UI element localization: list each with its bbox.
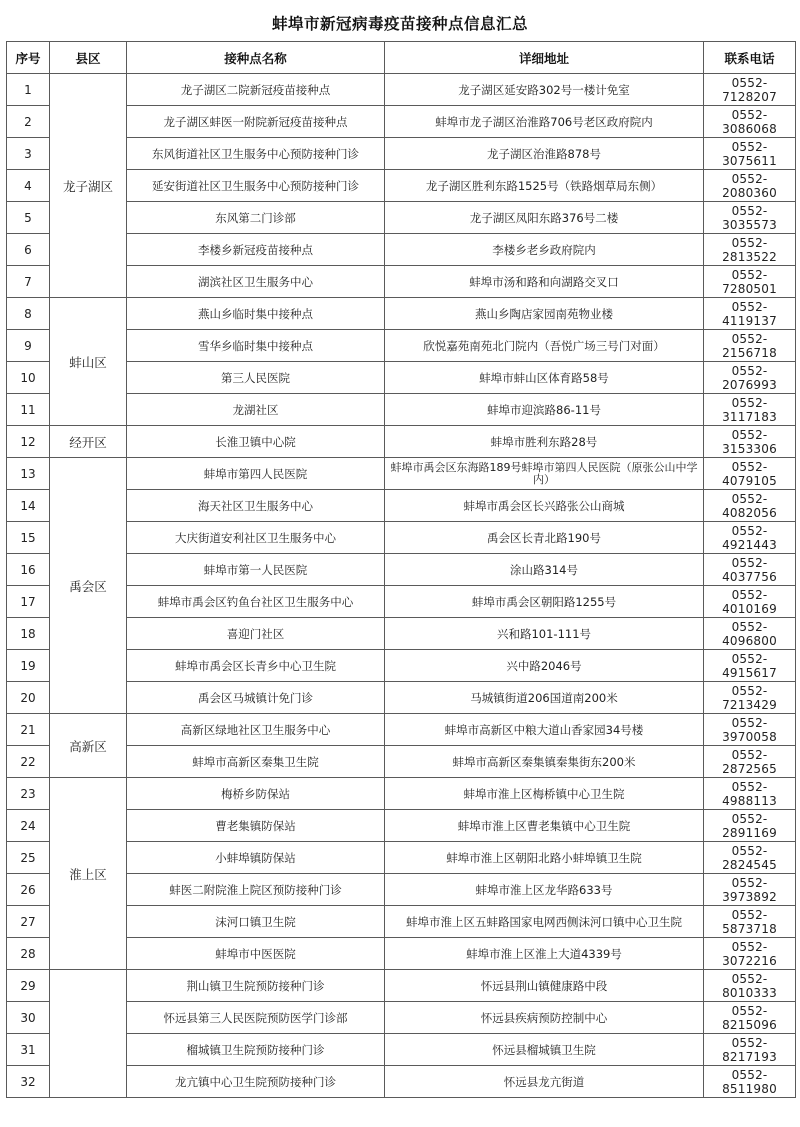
district-cell: 龙子湖区: [50, 74, 127, 298]
row-phone: 0552-4010169: [704, 586, 796, 618]
vaccination-sites-table: [6, 41, 796, 1098]
row-phone: 0552-4079105: [704, 458, 796, 490]
row-seq: 8: [7, 298, 50, 330]
table-row: [7, 298, 796, 330]
row-site: 雪华乡临时集中接种点: [127, 330, 385, 362]
header-site: 接种点名称: [127, 42, 385, 74]
row-site: 荆山镇卫生院预防接种门诊: [127, 970, 385, 1002]
row-seq: 22: [7, 746, 50, 778]
row-site: 高新区绿地社区卫生服务中心: [127, 714, 385, 746]
row-seq: 21: [7, 714, 50, 746]
row-address: 蚌埠市禹会区朝阳路1255号: [385, 586, 704, 618]
row-phone: 0552-2076993: [704, 362, 796, 394]
row-site: 沫河口镇卫生院: [127, 906, 385, 938]
table-row: [7, 778, 796, 810]
header-district: 县区: [50, 42, 127, 74]
row-seq: 1: [7, 74, 50, 106]
row-site: 长淮卫镇中心院: [127, 426, 385, 458]
district-cell: 禹会区: [50, 458, 127, 714]
table-row: [7, 458, 796, 490]
row-phone: 0552-2824545: [704, 842, 796, 874]
row-site: 蚌埠市第一人民医院: [127, 554, 385, 586]
row-phone: 0552-3973892: [704, 874, 796, 906]
row-site: 蚌埠市第四人民医院: [127, 458, 385, 490]
row-address: 欣悦嘉苑南苑北门院内（吾悦广场三号门对面）: [385, 330, 704, 362]
row-seq: 5: [7, 202, 50, 234]
district-cell: 经开区: [50, 426, 127, 458]
row-seq: 6: [7, 234, 50, 266]
row-address: 怀远县疾病预防控制中心: [385, 1002, 704, 1034]
row-seq: 3: [7, 138, 50, 170]
row-phone: 0552-7128207: [704, 74, 796, 106]
row-site: 蚌埠市中医医院: [127, 938, 385, 970]
header-seq: 序号: [7, 42, 50, 74]
row-seq: 15: [7, 522, 50, 554]
row-seq: 23: [7, 778, 50, 810]
row-phone: 0552-2891169: [704, 810, 796, 842]
row-address: 禹会区长青北路190号: [385, 522, 704, 554]
row-site: 龙亢镇中心卫生院预防接种门诊: [127, 1066, 385, 1098]
row-phone: 0552-8010333: [704, 970, 796, 1002]
page-title: 蚌埠市新冠病毒疫苗接种点信息汇总: [271, 15, 528, 33]
row-address: 蚌埠市淮上区梅桥镇中心卫生院: [385, 778, 704, 810]
row-site: 龙子湖区二院新冠疫苗接种点: [127, 74, 385, 106]
row-seq: 31: [7, 1034, 50, 1066]
row-site: 龙湖社区: [127, 394, 385, 426]
table-row: [7, 714, 796, 746]
row-site: 东风街道社区卫生服务中心预防接种门诊: [127, 138, 385, 170]
row-phone: 0552-4119137: [704, 298, 796, 330]
row-seq: 13: [7, 458, 50, 490]
row-phone: 0552-8217193: [704, 1034, 796, 1066]
row-site: 蚌埠市禹会区钓鱼台社区卫生服务中心: [127, 586, 385, 618]
row-seq: 28: [7, 938, 50, 970]
row-address: 怀远县荆山镇健康路中段: [385, 970, 704, 1002]
row-address: 蚌埠市淮上区朝阳北路小蚌埠镇卫生院: [385, 842, 704, 874]
row-address: 蚌埠市淮上区曹老集镇中心卫生院: [385, 810, 704, 842]
row-seq: 26: [7, 874, 50, 906]
row-site: 延安街道社区卫生服务中心预防接种门诊: [127, 170, 385, 202]
header-address: 详细地址: [385, 42, 704, 74]
row-address: 兴中路2046号: [385, 650, 704, 682]
row-seq: 2: [7, 106, 50, 138]
row-seq: 10: [7, 362, 50, 394]
row-address: 龙子湖区治淮路878号: [385, 138, 704, 170]
row-address: 蚌埠市禹会区东海路189号蚌埠市第四人民医院（原张公山中学内）: [385, 458, 704, 490]
row-phone: 0552-2872565: [704, 746, 796, 778]
row-address: 怀远县龙亢街道: [385, 1066, 704, 1098]
row-phone: 0552-7213429: [704, 682, 796, 714]
row-site: 怀远县第三人民医院预防医学门诊部: [127, 1002, 385, 1034]
row-phone: 0552-2156718: [704, 330, 796, 362]
row-phone: 0552-4921443: [704, 522, 796, 554]
row-address: 燕山乡陶店家园南苑物业楼: [385, 298, 704, 330]
row-site: 曹老集镇防保站: [127, 810, 385, 842]
row-address: 蚌埠市汤和路和向湖路交叉口: [385, 266, 704, 298]
row-address: 蚌埠市迎滨路86-11号: [385, 394, 704, 426]
district-cell: 高新区: [50, 714, 127, 778]
row-site: 小蚌埠镇防保站: [127, 842, 385, 874]
row-seq: 32: [7, 1066, 50, 1098]
row-address: 蚌埠市高新区中粮大道山香家园34号楼: [385, 714, 704, 746]
row-seq: 20: [7, 682, 50, 714]
row-address: 兴和路101-111号: [385, 618, 704, 650]
row-seq: 9: [7, 330, 50, 362]
row-seq: 11: [7, 394, 50, 426]
row-phone: 0552-3072216: [704, 938, 796, 970]
row-phone: 0552-3970058: [704, 714, 796, 746]
table-row: [7, 74, 796, 106]
row-address: 蚌埠市淮上区五蚌路国家电网西侧沫河口镇中心卫生院: [385, 906, 704, 938]
row-phone: 0552-2080360: [704, 170, 796, 202]
row-seq: 25: [7, 842, 50, 874]
row-site: 蚌埠市高新区秦集卫生院: [127, 746, 385, 778]
row-site: 湖滨社区卫生服务中心: [127, 266, 385, 298]
row-address: 蚌埠市胜利东路28号: [385, 426, 704, 458]
row-site: 喜迎门社区: [127, 618, 385, 650]
row-phone: 0552-8511980: [704, 1066, 796, 1098]
row-seq: 27: [7, 906, 50, 938]
row-seq: 24: [7, 810, 50, 842]
row-phone: 0552-4915617: [704, 650, 796, 682]
table-row: [7, 426, 796, 458]
row-site: 李楼乡新冠疫苗接种点: [127, 234, 385, 266]
row-seq: 18: [7, 618, 50, 650]
row-seq: 19: [7, 650, 50, 682]
row-site: 海天社区卫生服务中心: [127, 490, 385, 522]
table-row: [7, 970, 796, 1002]
row-address: 蚌埠市蚌山区体育路58号: [385, 362, 704, 394]
row-seq: 14: [7, 490, 50, 522]
row-address: 龙子湖区延安路302号一楼计免室: [385, 74, 704, 106]
row-phone: 0552-3075611: [704, 138, 796, 170]
row-address: 龙子湖区凤阳东路376号二楼: [385, 202, 704, 234]
row-phone: 0552-4037756: [704, 554, 796, 586]
row-seq: 7: [7, 266, 50, 298]
district-cell-empty: [50, 970, 127, 1098]
row-seq: 30: [7, 1002, 50, 1034]
district-cell: 蚌山区: [50, 298, 127, 426]
row-phone: 0552-2813522: [704, 234, 796, 266]
row-phone: 0552-4082056: [704, 490, 796, 522]
row-site: 大庆街道安利社区卫生服务中心: [127, 522, 385, 554]
table-header-row: [7, 42, 796, 74]
row-seq: 29: [7, 970, 50, 1002]
row-address: 蚌埠市淮上区淮上大道4339号: [385, 938, 704, 970]
row-address: 龙子湖区胜利东路1525号（铁路烟草局东侧）: [385, 170, 704, 202]
row-site: 蚌埠市禹会区长青乡中心卫生院: [127, 650, 385, 682]
row-phone: 0552-5873718: [704, 906, 796, 938]
row-phone: 0552-3035573: [704, 202, 796, 234]
header-phone: 联系电话: [704, 42, 796, 74]
row-site: 燕山乡临时集中接种点: [127, 298, 385, 330]
row-site: 榴城镇卫生院预防接种门诊: [127, 1034, 385, 1066]
row-site: 第三人民医院: [127, 362, 385, 394]
row-address: 马城镇街道206国道南200米: [385, 682, 704, 714]
row-seq: 17: [7, 586, 50, 618]
row-phone: 0552-4988113: [704, 778, 796, 810]
row-address: 涂山路314号: [385, 554, 704, 586]
row-phone: 0552-3117183: [704, 394, 796, 426]
row-seq: 16: [7, 554, 50, 586]
row-address: 蚌埠市高新区秦集镇秦集街东200米: [385, 746, 704, 778]
row-phone: 0552-8215096: [704, 1002, 796, 1034]
district-cell: 淮上区: [50, 778, 127, 970]
row-seq: 12: [7, 426, 50, 458]
row-seq: 4: [7, 170, 50, 202]
row-site: 梅桥乡防保站: [127, 778, 385, 810]
row-site: 蚌医二附院淮上院区预防接种门诊: [127, 874, 385, 906]
row-address: 蚌埠市龙子湖区治淮路706号老区政府院内: [385, 106, 704, 138]
row-site: 龙子湖区蚌医一附院新冠疫苗接种点: [127, 106, 385, 138]
row-phone: 0552-3153306: [704, 426, 796, 458]
row-phone: 0552-7280501: [704, 266, 796, 298]
row-address: 怀远县榴城镇卫生院: [385, 1034, 704, 1066]
row-address: 蚌埠市禹会区长兴路张公山商城: [385, 490, 704, 522]
row-address: 蚌埠市淮上区龙华路633号: [385, 874, 704, 906]
row-site: 东风第二门诊部: [127, 202, 385, 234]
row-phone: 0552-4096800: [704, 618, 796, 650]
row-site: 禹会区马城镇计免门诊: [127, 682, 385, 714]
row-address: 李楼乡老乡政府院内: [385, 234, 704, 266]
row-phone: 0552-3086068: [704, 106, 796, 138]
